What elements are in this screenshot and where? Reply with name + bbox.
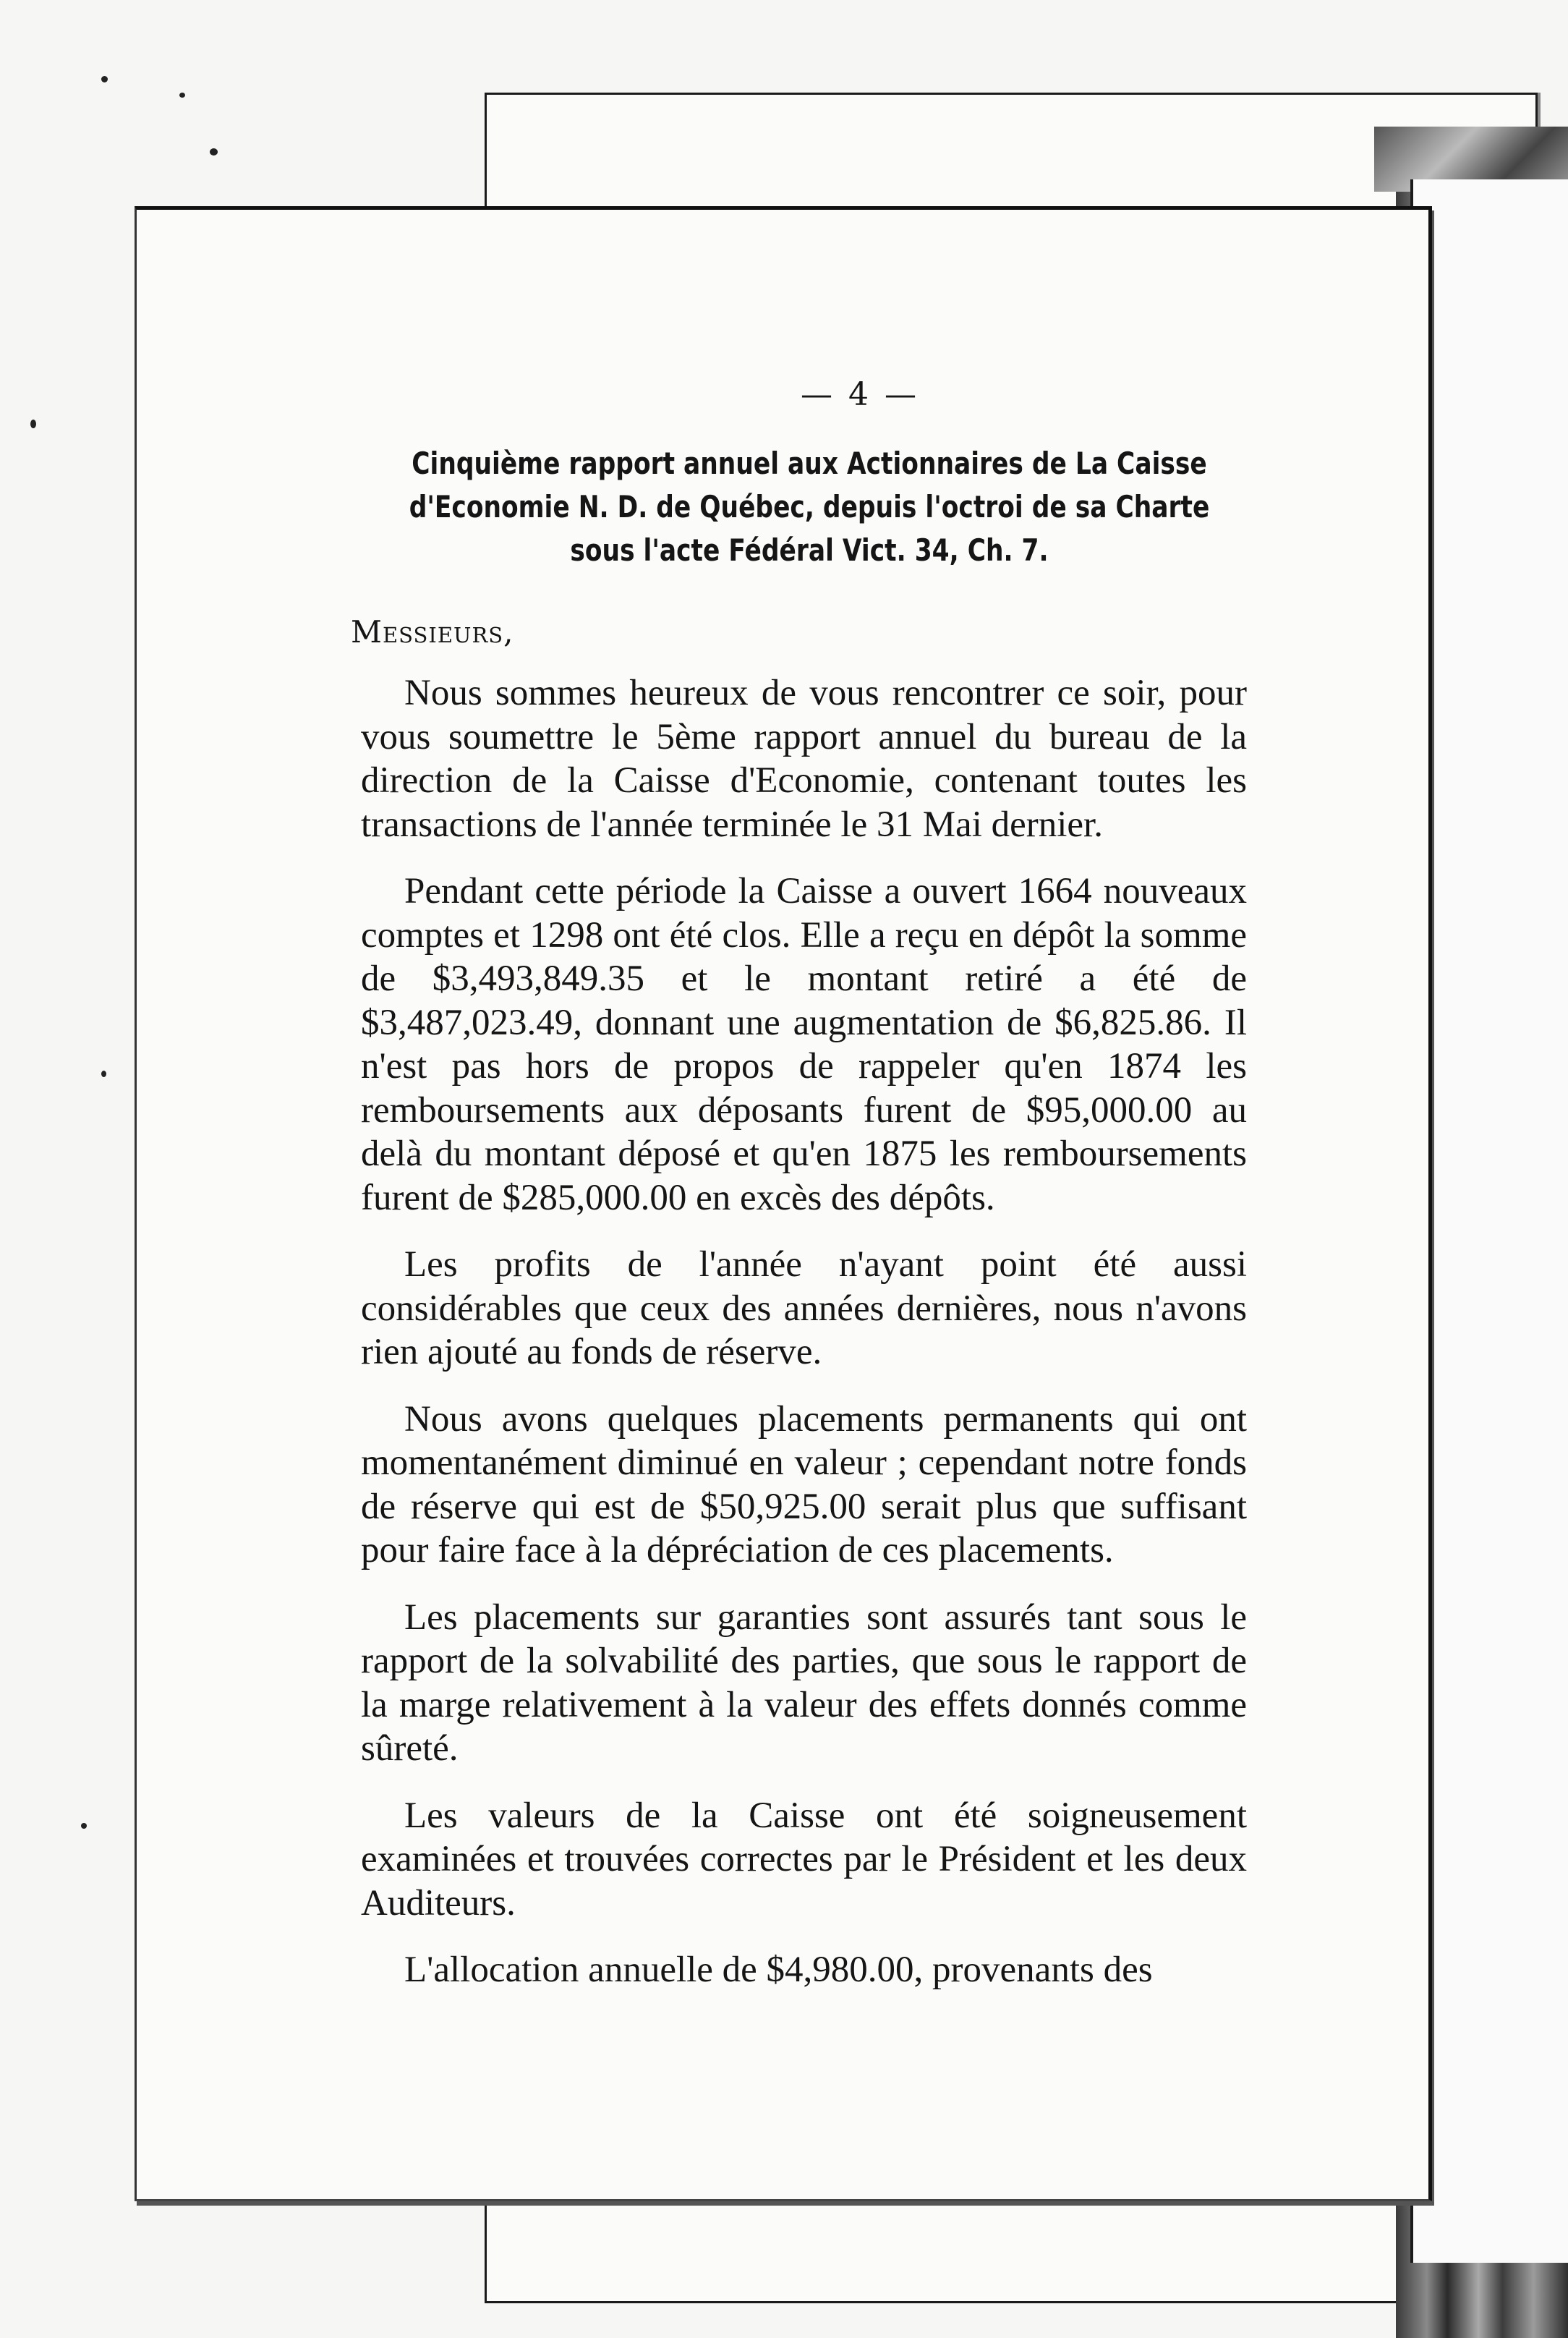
dust-speck bbox=[179, 93, 185, 98]
dust-speck bbox=[30, 420, 36, 428]
dust-speck bbox=[101, 76, 108, 82]
salutation: Messieurs, bbox=[351, 614, 514, 650]
paragraph: Les placements sur garanties sont assurés tant sous le rapport de la solvabilité des parties, que sous le rapport de la marge relativement à la valeur des effets donnés comme sûreté. bbox=[361, 1597, 1247, 1769]
paragraph: Nous avons quelques placements permanents qui ont momentanément diminué en valeur ; cependant notre fonds de réserve qui est de $50,925.00 serait plus que suffisant pour faire face à la dépréciation de ces placements. bbox=[361, 1398, 1247, 1570]
paragraph: Les profits de l'année n'ayant point été aussi considérables que ceux des années dernières, nous n'avons rien ajouté au fonds de réserve. bbox=[361, 1244, 1247, 1372]
dust-speck bbox=[101, 1071, 106, 1077]
facing-page-edge bbox=[1410, 179, 1568, 2263]
report-heading: Cinquième rapport annuel aux Actionnaires de La Caisse d'Economie N. D. de Québec, depuis l'octroi de sa Charte sous l'acte Fédéral Vict. 34, Ch. 7. bbox=[409, 446, 1210, 568]
page-content bbox=[351, 376, 1272, 1992]
page bbox=[135, 206, 1432, 2201]
paragraph: Les valeurs de la Caisse ont été soigneusement examinées et trouvées correctes par le Président et les deux Auditeurs. bbox=[361, 1795, 1247, 1923]
paragraph: Pendant cette période la Caisse a ouvert 1664 nouveaux comptes et 1298 ont été clos. Elle a reçu en dépôt la somme de $3,493,849.35 et le montant retiré a été de $3,487,023.49, donnant une augmentation de $6,825.86. Il n'est pas hors de propos de rappeler qu'en 1874 les remboursements aux déposants furent de $95,000.00 au delà du montant déposé et qu'en 1875 les remboursements furent de $285,000.00 en excès des dépôts. bbox=[361, 871, 1247, 1218]
paragraph: Nous sommes heureux de vous rencontrer ce soir, pour vous soumettre le 5ème rapport annuel du bureau de la direction de la Caisse d'Economie, contenant toutes les transactions de l'année terminée le 31 Mai dernier. bbox=[361, 673, 1247, 845]
dust-speck bbox=[210, 148, 218, 156]
page-number: — 4 — bbox=[801, 376, 919, 413]
paragraph: L'allocation annuelle de $4,980.00, provenants des bbox=[404, 1950, 1153, 1990]
dust-speck bbox=[81, 1823, 87, 1829]
